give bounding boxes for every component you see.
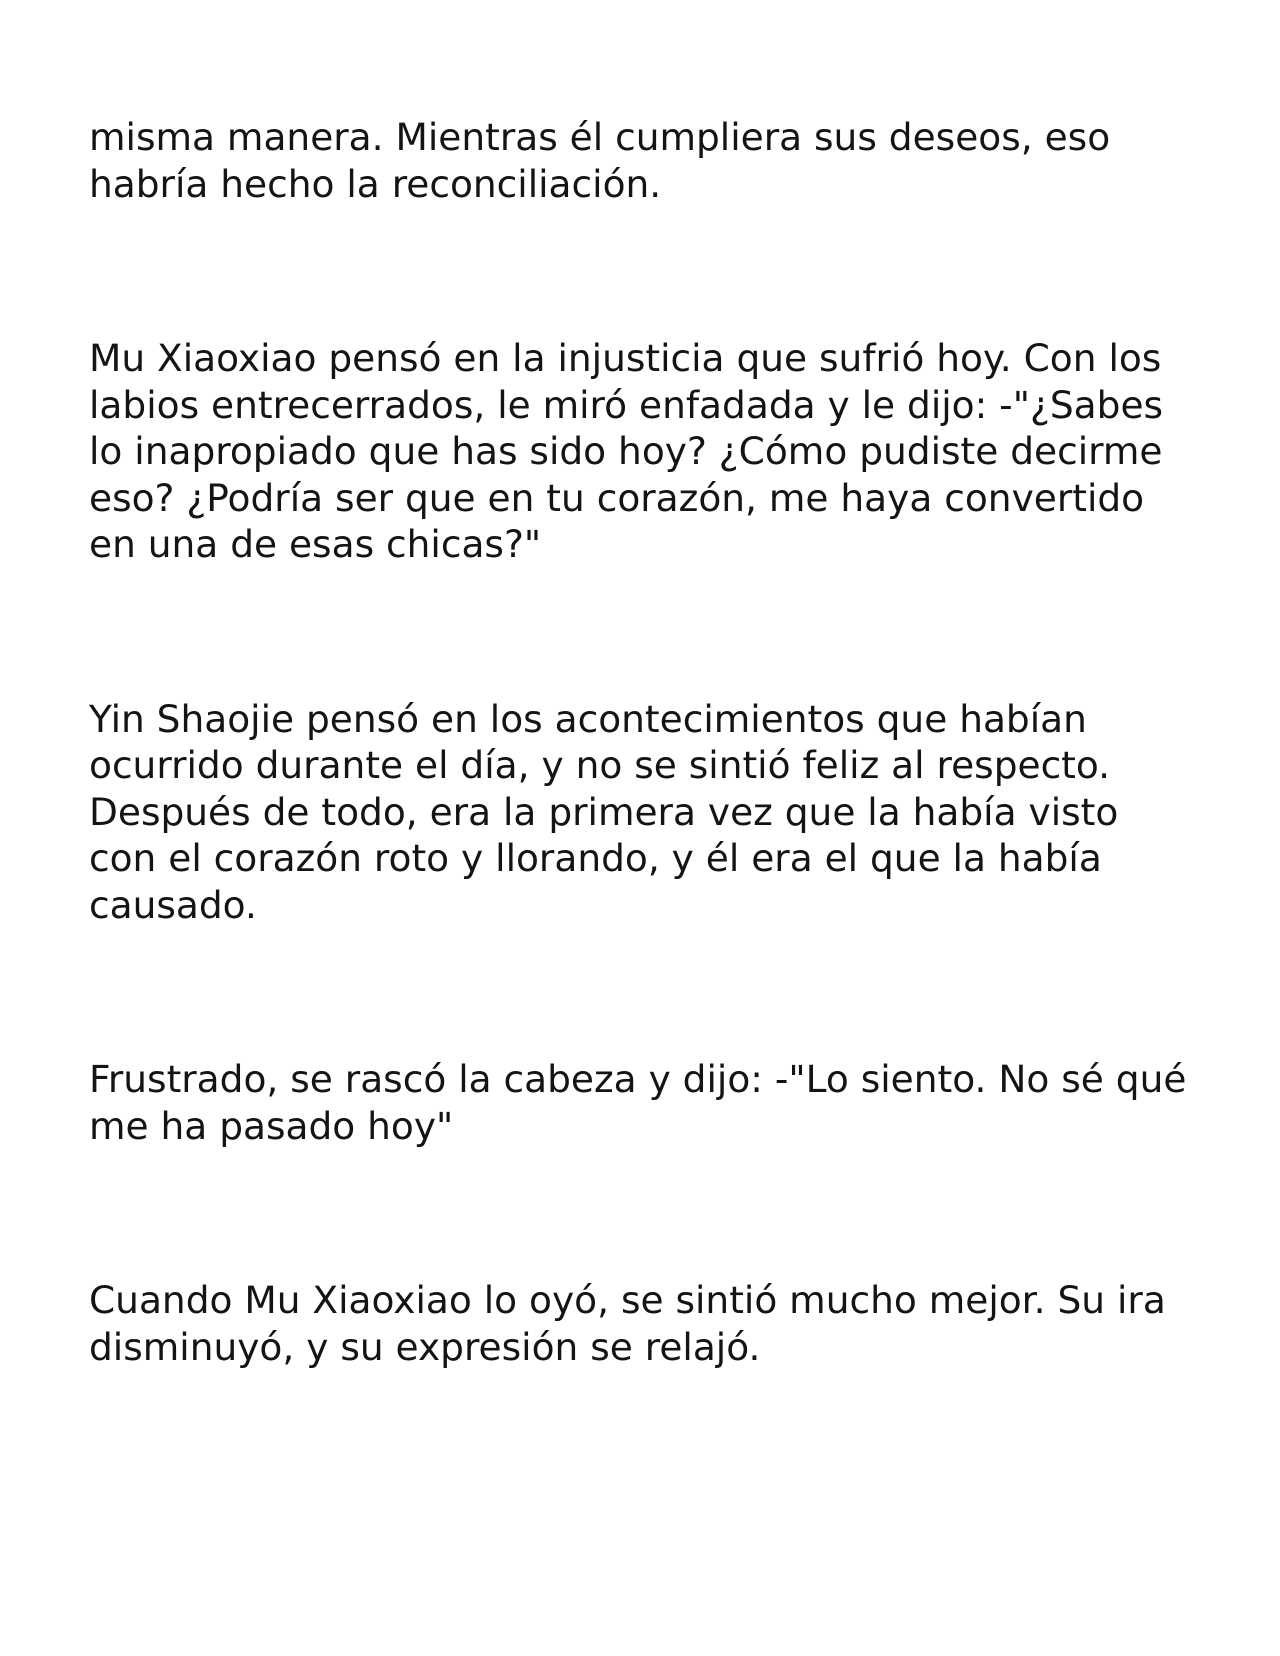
paragraph-1: misma manera. Mientras él cumpliera sus deseos, eso habría hecho la reconciliación. (89, 115, 1111, 206)
paragraph-5: Cuando Mu Xiaoxiao lo oyó, se sintió mucho mejor. Su ira disminuyó, y su expresión se relajó. (89, 1278, 1166, 1369)
paragraph-2: Mu Xiaoxiao pensó en la injusticia que sufrió hoy. Con los labios entrecerrados, le miró enfadada y le dijo: -"¿Sabes lo inapropiado que has sido hoy? ¿Cómo pudiste decirme eso? ¿Podría ser que en tu corazón, me haya convertido en una de esas chicas?" (89, 336, 1164, 566)
paragraph-3: Yin Shaojie pensó en los acontecimientos que habían ocurrido durante el día, y no se sintió feliz al respecto. Después de todo, era la primera vez que la había visto con el corazón roto y llorando, y él era el que la había causado. (89, 696, 1119, 927)
paragraph-4: Frustrado, se rascó la cabeza y dijo: -"Lo siento. No sé qué me ha pasado hoy" (89, 1057, 1187, 1148)
document-body (89, 114, 1209, 1370)
